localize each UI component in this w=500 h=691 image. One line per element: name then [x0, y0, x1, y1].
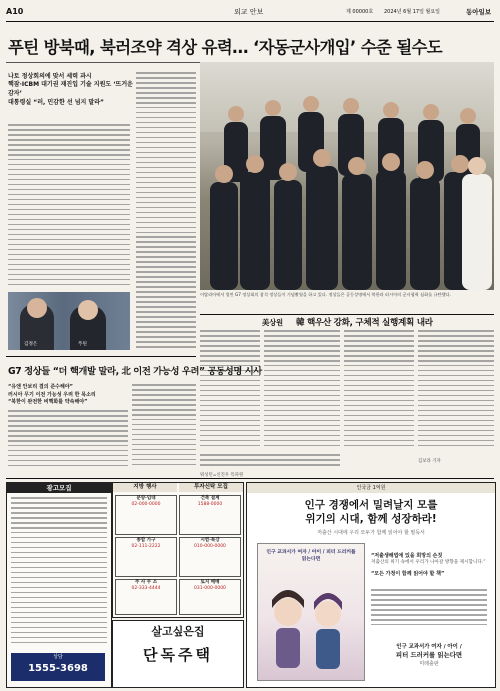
- book-publisher: 미래출판: [419, 661, 439, 667]
- byline-2: 김보라 기자: [418, 459, 441, 464]
- column-kicker: 美상원: [262, 318, 284, 327]
- grid-cell-5: [115, 579, 177, 615]
- grid-cell-4: [179, 537, 241, 577]
- grid-cell-4-title: 시험·특강: [200, 538, 220, 543]
- house-ad: [112, 620, 244, 688]
- lead-article-body-1: [8, 124, 130, 290]
- book-quotes: [371, 553, 487, 578]
- grid-cell-2-title: 건축 설계: [200, 496, 220, 501]
- book-ad-subtitle: 저출산 시대에 우리 모두가 함께 읽어야 할 필독서: [317, 530, 425, 536]
- column-body-1: [200, 330, 260, 450]
- grid-cell-6-title: 토지 매매: [200, 580, 220, 585]
- directory-title: 광고모집: [7, 483, 111, 493]
- grid-cell-3: [115, 537, 177, 577]
- lead-sub-3: 대통령실 “러, 민감한 선 넘지 말라”: [8, 99, 104, 106]
- lead-article-body-2: [136, 72, 196, 352]
- g7-subheads: [8, 384, 128, 407]
- grid-cell-5-phone: 02-333-4444: [131, 586, 161, 591]
- classified-grid-ad: [112, 482, 244, 618]
- grid-cell-6: [179, 579, 241, 615]
- putin-label: 푸틴: [78, 342, 87, 347]
- g7-leaders-silhouettes: [200, 62, 494, 290]
- g7-sub-1: “유엔 안보리 결의 준수해야”: [8, 384, 73, 390]
- grid-cell-6-phone: 031-000-0000: [194, 586, 226, 591]
- grid-cell-1-title: 분양·임대: [136, 496, 156, 501]
- book-quote-2: 저출산의 위기 속에서 우리가 나아갈 방향을 제시합니다.”: [371, 560, 486, 565]
- book-cover-title: 인구 교과서가 여자 / 아이 / 피터 드러커를 읽는다면: [266, 550, 356, 562]
- phone-label: 상담: [53, 654, 63, 660]
- page-header: [6, 6, 494, 20]
- column-top-rule: [200, 314, 494, 315]
- book-footer-title-1: 인구 교과서가 여자 / 아이 /: [396, 644, 462, 650]
- grid-cell-2: [179, 495, 241, 535]
- g7-group-photo: [200, 62, 494, 290]
- issue-number: 제 00000호: [346, 9, 374, 15]
- issue-date: 2024년 6월 17일 월요일: [384, 9, 441, 15]
- book-ad-title-1: 인구 경쟁에서 밀려날지 모를: [304, 499, 438, 511]
- classified-header-1: 지방 행사: [113, 483, 177, 492]
- directory-lines: [11, 497, 107, 647]
- grid-cell-3-phone: 02-111-2222: [131, 544, 161, 549]
- grid-cell-1: [115, 495, 177, 535]
- column-headline: 韓 핵우산 강화, 구체적 실행계획 내라: [296, 318, 433, 328]
- column-body-2: [264, 330, 340, 450]
- g7-body-1: [8, 410, 128, 470]
- lead-sub-1: 나토 정상회의에 맞서 세력 과시: [8, 73, 92, 80]
- grid-cell-2-phone: 1588-0000: [197, 502, 223, 507]
- g7-body-3: [200, 454, 340, 470]
- book-quote-3: “모든 가정이 함께 읽어야 할 책”: [371, 570, 445, 577]
- house-ad-title: 살고싶은집: [151, 625, 205, 638]
- g7-article-rule: [6, 356, 196, 357]
- kim-face: [27, 298, 47, 318]
- phone-box: [11, 653, 105, 681]
- lead-sub-2: 핵잠·ICBM 대기권 재진입 기술 지원도 ‘뜨거운 감자’: [8, 81, 133, 97]
- ad-section-rule: [6, 478, 494, 479]
- book-cover-illustration: [258, 574, 364, 674]
- grid-cell-1-phone: 02-000-0000: [131, 502, 161, 507]
- phone-number: 1555-3698: [28, 663, 88, 674]
- classified-directory-ad: [6, 482, 112, 688]
- column-body-4: [418, 330, 494, 450]
- book-ad-footer: [371, 643, 487, 668]
- house-ad-subtitle: 단독주택: [143, 646, 213, 664]
- kim-putin-photo: [8, 292, 130, 350]
- book-ad-banner: 인국금 1억원: [247, 483, 495, 493]
- putin-face: [78, 300, 98, 320]
- header-rule: [6, 21, 494, 22]
- book-footer-title-2: 피터 드러커를 읽는다면: [395, 651, 463, 659]
- column-body-3: [344, 330, 414, 450]
- book-ad-title-2: 위기의 시대, 함께 성장하라!: [305, 513, 437, 525]
- grid-cell-4-phone: 010-000-0000: [194, 544, 226, 549]
- book-quote-1: “저출생해법에 있을 희망의 손짓: [371, 553, 443, 559]
- grid-cell-5-title: 주 사 무 소: [134, 580, 158, 585]
- grid-cell-3-title: 종합 가구: [136, 538, 156, 543]
- g7-sub-3: “북한이 완전한 비핵화를 약속해야”: [8, 399, 88, 405]
- g7-body-2: [132, 384, 196, 470]
- book-ad-text: [371, 589, 487, 629]
- g7-photo-caption: 이탈리아에서 열린 G7 정상회의 참석 정상들이 기념촬영을 하고 있다. 정상들은 공동성명에서 북한과 러시아의 군사협력 심화를 규탄했다.: [200, 292, 452, 297]
- page-number: A10: [6, 7, 24, 16]
- lead-subheads: [8, 72, 136, 107]
- section-label: 외교 안보: [234, 8, 264, 16]
- classified-header-2: 투자신탁 모집: [179, 483, 243, 492]
- g7-article-headline: G7 정상들 “더 핵개발 말라, 北 이전 가능성 우려” 공동성명 시사: [8, 366, 262, 377]
- book-cover: [257, 543, 365, 681]
- g7-sub-2: 러시아 무기 이전 가능성 우려 한 목소리: [8, 391, 96, 398]
- byline-1: 워싱턴=신진우 특파원: [200, 473, 244, 478]
- book-ad: [246, 482, 496, 688]
- paper-name: 동아일보: [466, 8, 492, 16]
- kim-label: 김정은: [24, 342, 38, 347]
- main-headline: 푸틴 방북때, 북러조약 격상 유력… ‘자동군사개입’ 수준 될수도: [8, 38, 443, 57]
